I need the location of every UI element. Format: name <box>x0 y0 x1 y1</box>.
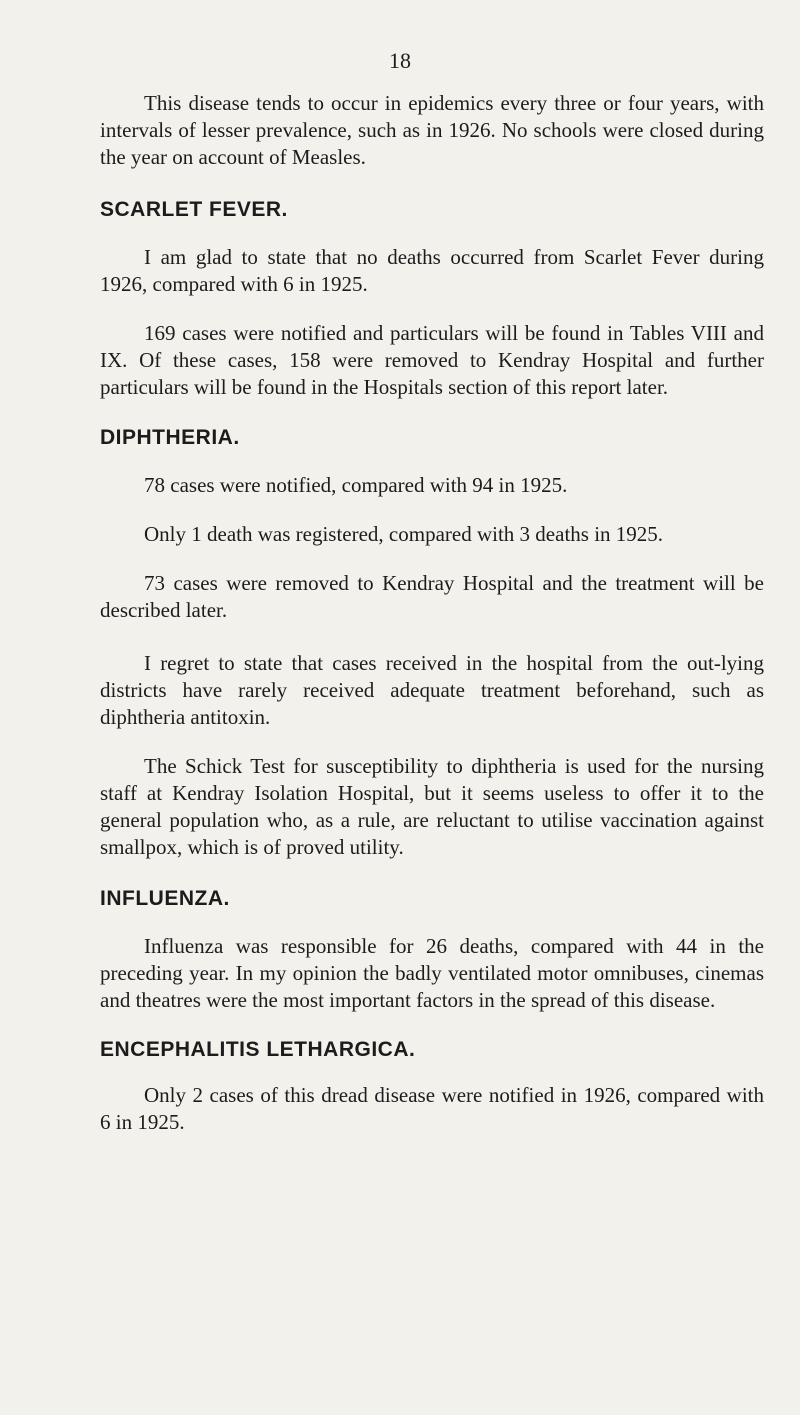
diphtheria-paragraph-schick-test: The Schick Test for susceptibility to diphtheria is used for the nursing staff at Kendray Isolation Hospital, but it seems useless to offer it to the general population who, as a rule, are reluctant to utilise vaccination against smallpox, which is of proved utility. <box>100 754 764 859</box>
diphtheria-paragraph-removed: 73 cases were removed to Kendray Hospital and the treatment will be described later. <box>100 571 764 622</box>
encephalitis-heading: ENCEPHALITIS LETHARGICA. <box>100 1038 416 1061</box>
diphtheria-heading: DIPHTHERIA. <box>100 426 240 449</box>
page-number: 18 <box>389 48 411 73</box>
scarlet-fever-paragraph-cases: 169 cases were notified and particulars will be found in Tables VIII and IX. Of these cases, 158 were removed to Kendray Hospital and further particulars will be found in the Hospitals section of this report later. <box>100 321 764 399</box>
scarlet-fever-heading: SCARLET FEVER. <box>100 198 288 221</box>
influenza-heading: INFLUENZA. <box>100 887 230 910</box>
scarlet-fever-paragraph-deaths: I am glad to state that no deaths occurred from Scarlet Fever during 1926, compared with 6 in 1925. <box>100 245 764 296</box>
diphtheria-paragraph-notified: 78 cases were notified, compared with 94 in 1925. <box>144 473 568 497</box>
diphtheria-paragraph-treatment: I regret to state that cases received in the hospital from the out-lying districts have rarely received adequate treatment beforehand, such as diphtheria antitoxin. <box>100 651 764 729</box>
document-body <box>100 90 764 1136</box>
diphtheria-paragraph-deaths: Only 1 death was registered, compared with 3 deaths in 1925. <box>144 522 664 546</box>
influenza-paragraph: Influenza was responsible for 26 deaths, compared with 44 in the preceding year. In my opinion the badly ventilated motor omnibuses, cinemas and theatres were the most important factors in the spread of this disease. <box>100 934 764 1012</box>
encephalitis-paragraph: Only 2 cases of this dread disease were notified in 1926, compared with 6 in 1925. <box>100 1083 764 1134</box>
measles-paragraph: This disease tends to occur in epidemics every three or four years, with intervals of lesser prevalence, such as in 1926. No schools were closed during the year on account of Measles. <box>100 91 764 169</box>
